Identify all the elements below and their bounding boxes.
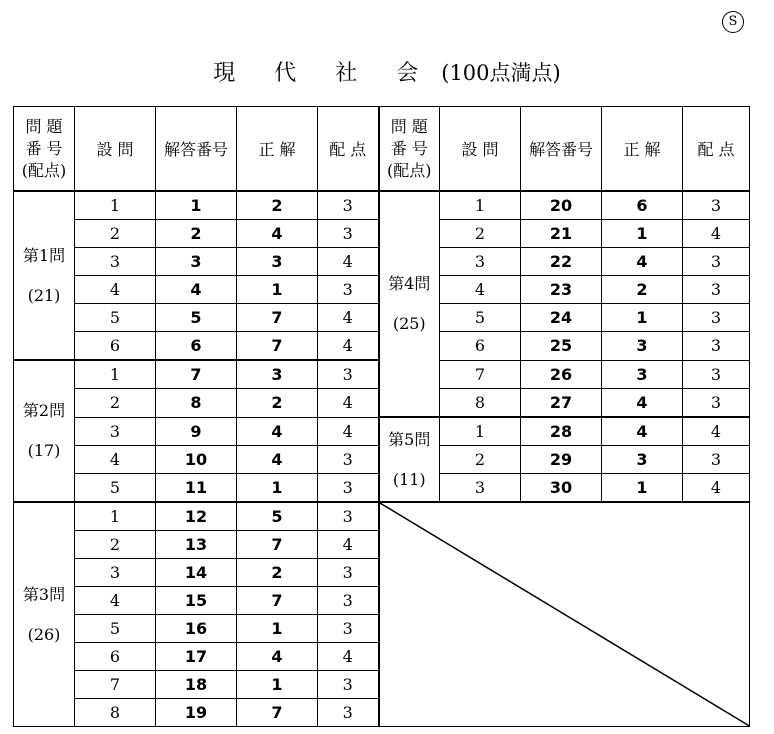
correct-answer-cell: 1 — [237, 276, 318, 304]
correct-answer-cell: 2 — [237, 559, 318, 587]
correct-answer-cell: 3 — [237, 248, 318, 276]
correct-answer-cell: 4 — [602, 417, 683, 446]
correct-answer-cell: 1 — [237, 615, 318, 643]
question-number-header-line: 番 号 — [25, 138, 63, 158]
answer-table-body — [14, 107, 750, 727]
sub-question-cell: 2 — [75, 220, 156, 248]
points-header: 配 点 — [318, 107, 379, 192]
answer-number-cell: 21 — [521, 220, 602, 248]
answer-number-cell: 27 — [521, 389, 602, 418]
diagonal-line — [380, 503, 750, 726]
sub-question-cell: 1 — [75, 360, 156, 389]
sub-question-cell: 4 — [440, 276, 521, 304]
sub-question-cell: 7 — [440, 360, 521, 389]
answer-number-cell: 26 — [521, 360, 602, 389]
question-points: (21) — [27, 285, 61, 305]
points-cell: 3 — [683, 304, 750, 332]
answer-number-cell: 16 — [156, 615, 237, 643]
answer-number-cell: 18 — [156, 671, 237, 699]
question-number-header-line: 番 号 — [390, 138, 428, 158]
question-points: (11) — [392, 469, 426, 489]
correct-answer-cell: 5 — [237, 502, 318, 531]
answer-number-cell: 17 — [156, 643, 237, 671]
sub-question-cell: 3 — [440, 474, 521, 503]
correct-answer-cell: 2 — [602, 276, 683, 304]
answer-number-cell: 29 — [521, 446, 602, 474]
sub-question-cell: 5 — [440, 304, 521, 332]
correct-answer-cell: 1 — [602, 474, 683, 503]
correct-answer-cell: 3 — [602, 446, 683, 474]
answer-number-cell: 20 — [521, 191, 602, 220]
points-cell: 3 — [318, 474, 379, 503]
correct-answer-cell: 7 — [237, 304, 318, 332]
table-row — [14, 191, 750, 220]
correct-answer-cell: 1 — [602, 304, 683, 332]
sub-question-cell: 8 — [440, 389, 521, 418]
answer-number-cell: 4 — [156, 276, 237, 304]
question-block — [379, 191, 440, 417]
points-cell: 4 — [318, 531, 379, 559]
points-cell: 3 — [318, 587, 379, 615]
sub-question-cell: 6 — [440, 332, 521, 361]
answer-number-cell: 12 — [156, 502, 237, 531]
points-cell: 3 — [683, 446, 750, 474]
sub-question-cell: 1 — [75, 502, 156, 531]
sub-question-cell: 3 — [75, 559, 156, 587]
correct-answer-cell: 4 — [237, 417, 318, 446]
correct-answer-cell: 3 — [602, 332, 683, 361]
points-cell: 3 — [318, 502, 379, 531]
question-label: 第2問 — [22, 401, 66, 420]
points-cell: 4 — [683, 220, 750, 248]
points-cell: 3 — [683, 248, 750, 276]
question-number-header — [379, 107, 440, 192]
question-block — [14, 360, 75, 502]
points-cell: 4 — [683, 474, 750, 503]
answer-number-header: 解答番号 — [156, 107, 237, 192]
correct-answer-cell: 2 — [237, 191, 318, 220]
answer-number-cell: 14 — [156, 559, 237, 587]
sub-question-cell: 5 — [75, 474, 156, 503]
points-cell: 4 — [318, 332, 379, 361]
correct-answer-cell: 1 — [237, 671, 318, 699]
answer-number-cell: 9 — [156, 417, 237, 446]
points-cell: 4 — [318, 304, 379, 332]
sub-question-cell: 3 — [440, 248, 521, 276]
points-cell: 3 — [318, 220, 379, 248]
answer-number-cell: 2 — [156, 220, 237, 248]
question-number-header-line: 問 題 — [390, 116, 428, 136]
question-number-header-line: 問 題 — [25, 116, 63, 136]
correct-answer-cell: 4 — [237, 220, 318, 248]
correct-answer-cell: 4 — [602, 389, 683, 418]
sub-question-cell: 4 — [75, 446, 156, 474]
points-cell: 4 — [318, 417, 379, 446]
empty-cell — [379, 502, 750, 727]
answer-number-cell: 15 — [156, 587, 237, 615]
correct-answer-cell: 7 — [237, 587, 318, 615]
points-cell: 4 — [683, 417, 750, 446]
correct-answer-cell: 3 — [237, 360, 318, 389]
answer-number-cell: 8 — [156, 389, 237, 418]
points-cell: 3 — [318, 671, 379, 699]
sub-question-header: 設 問 — [75, 107, 156, 192]
answer-number-cell: 13 — [156, 531, 237, 559]
question-label: 第1問 — [22, 245, 66, 265]
page-title — [0, 56, 774, 87]
points-cell: 4 — [318, 643, 379, 671]
question-block — [14, 191, 75, 360]
correct-answer-cell: 4 — [237, 643, 318, 671]
correct-answer-cell: 4 — [602, 248, 683, 276]
answer-number-cell: 22 — [521, 248, 602, 276]
corner-mark: S — [722, 11, 744, 33]
answer-table — [13, 106, 750, 727]
answer-number-cell: 7 — [156, 360, 237, 389]
sub-question-cell: 2 — [440, 220, 521, 248]
points-cell: 3 — [683, 276, 750, 304]
points-cell: 3 — [318, 191, 379, 220]
sub-question-cell: 4 — [75, 276, 156, 304]
sub-question-cell: 1 — [440, 417, 521, 446]
sub-question-header: 設 問 — [440, 107, 521, 192]
correct-answer-cell: 7 — [237, 699, 318, 727]
points-cell: 3 — [318, 559, 379, 587]
correct-answer-cell: 3 — [602, 360, 683, 389]
answer-number-cell: 28 — [521, 417, 602, 446]
question-label: 第4問 — [388, 274, 431, 293]
sub-question-cell: 3 — [75, 248, 156, 276]
points-cell: 3 — [318, 699, 379, 727]
header-row — [14, 107, 750, 192]
answer-number-cell: 1 — [156, 191, 237, 220]
question-number-header — [14, 107, 75, 192]
points-cell: 4 — [318, 389, 379, 418]
sub-question-cell: 5 — [75, 304, 156, 332]
question-number-header-line: (配点) — [387, 160, 432, 180]
title-main: 現 代 社 会 — [213, 61, 435, 86]
sub-question-cell: 8 — [75, 699, 156, 727]
question-points: (17) — [27, 441, 61, 460]
points-cell: 4 — [318, 248, 379, 276]
answer-number-cell: 24 — [521, 304, 602, 332]
sub-question-cell: 2 — [75, 531, 156, 559]
correct-answer-cell: 7 — [237, 531, 318, 559]
points-cell: 3 — [683, 332, 750, 361]
sub-question-cell: 2 — [440, 446, 521, 474]
answer-number-cell: 11 — [156, 474, 237, 503]
sub-question-cell: 4 — [75, 587, 156, 615]
correct-answer-cell: 2 — [237, 389, 318, 418]
sub-question-cell: 3 — [75, 417, 156, 446]
sub-question-cell: 1 — [440, 191, 521, 220]
answer-number-cell: 10 — [156, 446, 237, 474]
points-header: 配 点 — [683, 107, 750, 192]
points-cell: 3 — [683, 389, 750, 418]
question-block — [14, 502, 75, 727]
answer-number-header: 解答番号 — [521, 107, 602, 192]
answer-number-cell: 3 — [156, 248, 237, 276]
sub-question-cell: 2 — [75, 389, 156, 418]
table-row — [14, 417, 750, 446]
correct-header: 正 解 — [602, 107, 683, 192]
correct-answer-cell: 7 — [237, 332, 318, 361]
answer-number-cell: 25 — [521, 332, 602, 361]
answer-number-cell: 30 — [521, 474, 602, 503]
points-cell: 3 — [318, 360, 379, 389]
title-sub: (100点満点) — [441, 61, 561, 85]
sub-question-cell: 7 — [75, 671, 156, 699]
table-row — [14, 502, 750, 531]
diagonal-strike — [380, 503, 750, 726]
answer-number-cell: 5 — [156, 304, 237, 332]
sub-question-cell: 1 — [75, 191, 156, 220]
sub-question-cell: 5 — [75, 615, 156, 643]
answer-number-cell: 6 — [156, 332, 237, 361]
points-cell: 3 — [318, 276, 379, 304]
correct-answer-cell: 1 — [237, 474, 318, 503]
points-cell: 3 — [318, 446, 379, 474]
sub-question-cell: 6 — [75, 643, 156, 671]
answer-number-cell: 19 — [156, 699, 237, 727]
question-number-header-line: (配点) — [21, 160, 67, 180]
question-points: (25) — [392, 314, 426, 333]
sub-question-cell: 6 — [75, 332, 156, 361]
correct-header: 正 解 — [237, 107, 318, 192]
question-block — [379, 417, 440, 502]
question-label: 第3問 — [22, 584, 66, 604]
points-cell: 3 — [318, 615, 379, 643]
points-cell: 3 — [683, 191, 750, 220]
answer-number-cell: 23 — [521, 276, 602, 304]
correct-answer-cell: 4 — [237, 446, 318, 474]
question-points: (26) — [27, 624, 61, 644]
correct-answer-cell: 6 — [602, 191, 683, 220]
points-cell: 3 — [683, 360, 750, 389]
correct-answer-cell: 1 — [602, 220, 683, 248]
question-label: 第5問 — [388, 429, 431, 449]
